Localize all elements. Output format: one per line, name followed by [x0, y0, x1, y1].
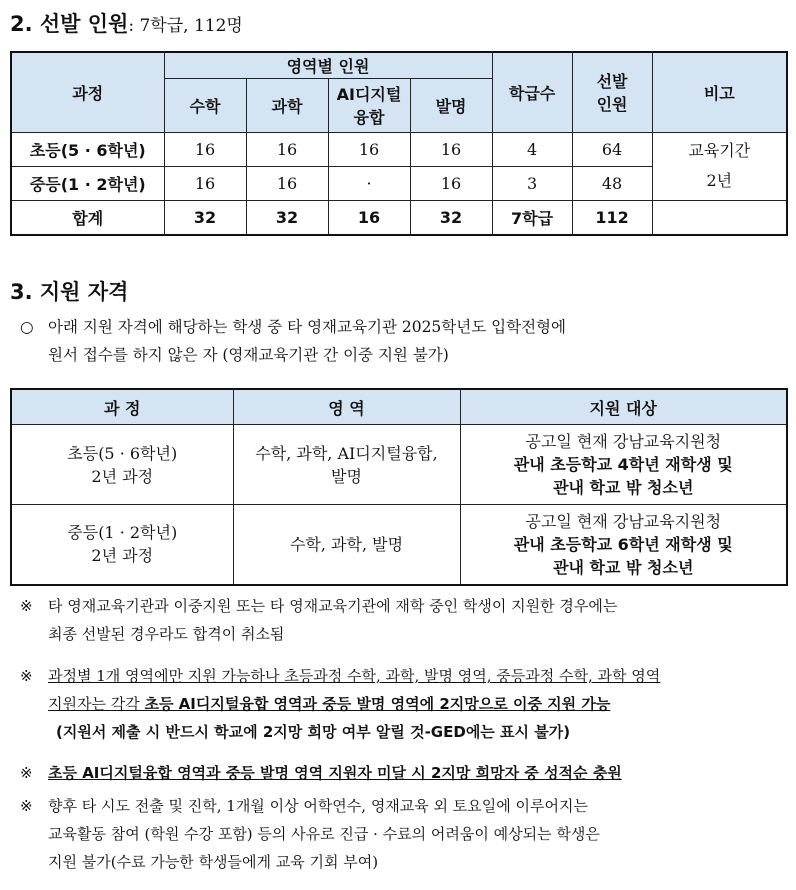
target-line3: 관내 학교 밖 청소년	[553, 557, 694, 577]
total-math: 32	[164, 200, 246, 235]
note-3	[20, 759, 782, 787]
row-course: 중등(1 · 2학년)	[11, 166, 164, 200]
note-4	[20, 792, 782, 876]
header-invention: 발명	[410, 78, 492, 132]
intro-line2: 원서 접수를 하지 않은 자 (영재교육기관 간 이중 지원 불가)	[48, 346, 449, 364]
total-science: 32	[246, 200, 328, 235]
header-selected-line2: 인원	[596, 95, 628, 115]
note-2	[20, 662, 782, 746]
row-course: 초등(5 · 6학년)	[11, 132, 164, 166]
note-4-line1: 향후 타 시도 전출 및 진학, 1개월 이상 어학연수, 영재교육 외 토요일에 이루어지는	[48, 797, 588, 815]
note-2-line2-b: 초등 AI디지털융합 영역과 중등 발명 영역에 2지망으로 이중 지원 가능	[144, 695, 611, 713]
total-selected: 112	[572, 200, 652, 235]
row-area	[233, 505, 460, 585]
note-2-line2-a: 지원자는 각각	[48, 695, 145, 713]
course-line2: 2년 과정	[91, 546, 154, 566]
area-line1: 수학, 과학, 발명	[289, 534, 404, 554]
note-1	[20, 592, 782, 648]
total-note	[652, 200, 787, 235]
row-invention: 16	[410, 132, 492, 166]
header-note: 비고	[652, 52, 787, 132]
reference-mark-icon: ※	[20, 597, 33, 615]
section-3-heading: 3. 지원 자격	[10, 280, 129, 304]
area-line2: 발명	[331, 466, 362, 486]
header-ai-line2: 융합	[353, 108, 385, 127]
section-2-summary: : 7학급, 112명	[128, 16, 243, 36]
note-3-line1: 초등 AI디지털융합 영역과 중등 발명 영역 지원자 미달 시 2지망 희망자 중 성적순 충원	[48, 764, 622, 782]
header-area-group: 영역별 인원	[164, 52, 492, 78]
total-label: 합계	[11, 200, 164, 235]
header-selected	[572, 52, 652, 132]
note-line1: 교육기간	[688, 141, 751, 160]
total-classes: 7학급	[492, 200, 572, 235]
row-course	[11, 425, 233, 505]
row-target	[460, 425, 787, 505]
section-2-heading	[10, 8, 243, 38]
eligibility-table	[10, 388, 788, 586]
section-2-title: 2. 선발 인원	[10, 12, 129, 36]
row-math: 16	[164, 166, 246, 200]
bullet-icon: ○	[20, 318, 34, 336]
row-course	[11, 505, 233, 585]
header-target: 지원 대상	[460, 389, 787, 425]
row-selected: 64	[572, 132, 652, 166]
row-selected: 48	[572, 166, 652, 200]
header-classes: 학급수	[492, 52, 572, 132]
header-area: 영 역	[233, 389, 460, 425]
row-target	[460, 505, 787, 585]
header-ai-line1: AI디지털	[336, 85, 402, 104]
row-ai: ·	[328, 166, 410, 200]
header-selected-line1: 선발	[596, 72, 628, 92]
section-3-intro	[20, 313, 782, 369]
row-classes: 4	[492, 132, 572, 166]
course-line1: 초등(5 · 6학년)	[67, 443, 178, 463]
row-science: 16	[246, 132, 328, 166]
note-4-line3: 지원 불가(수료 가능한 학생들에게 교육 기회 부여)	[48, 853, 379, 871]
note-2-line3: (지원서 제출 시 반드시 학교에 2지망 희망 여부 알릴 것-GED에는 표시 불가)	[56, 723, 571, 741]
row-note	[652, 132, 787, 200]
note-line2: 2년	[706, 171, 733, 190]
header-course: 과 정	[11, 389, 233, 425]
note-4-line2: 교육활동 참여 (학원 수강 포함) 등의 사유로 진급 · 수료의 어려움이 예상되는 학생은	[48, 825, 600, 843]
header-science: 과학	[246, 78, 328, 132]
reference-mark-icon: ※	[20, 764, 33, 782]
row-area	[233, 425, 460, 505]
table-row	[11, 505, 787, 585]
total-invention: 32	[410, 200, 492, 235]
target-line3: 관내 학교 밖 청소년	[553, 478, 694, 497]
note-2-line1: 과정별 1개 영역에만 지원 가능하나 초등과정 수학, 과학, 발명 영역, 중등과정 수학, 과학 영역	[48, 667, 661, 685]
target-line1: 공고일 현재 강남교육지원청	[525, 432, 722, 451]
row-ai: 16	[328, 132, 410, 166]
row-invention: 16	[410, 166, 492, 200]
intro-line1: 아래 지원 자격에 해당하는 학생 중 타 영재교육기관 2025학년도 입학전형에	[48, 318, 567, 336]
target-line2: 관내 초등학교 6학년 재학생 및	[513, 534, 733, 554]
area-line1: 수학, 과학, AI디지털융합,	[255, 443, 438, 463]
course-line2: 2년 과정	[91, 466, 154, 486]
header-course: 과정	[11, 52, 164, 132]
row-science: 16	[246, 166, 328, 200]
row-math: 16	[164, 132, 246, 166]
course-line1: 중등(1 · 2학년)	[67, 523, 178, 543]
note-1-line1: 타 영재교육기관과 이중지원 또는 타 영재교육기관에 재학 중인 학생이 지원한 경우에는	[48, 597, 618, 615]
table-row	[11, 425, 787, 505]
reference-mark-icon: ※	[20, 667, 33, 685]
total-row	[11, 200, 787, 235]
note-1-line2: 최종 선발된 경우라도 합격이 취소됨	[48, 625, 285, 643]
reference-mark-icon: ※	[20, 797, 33, 815]
target-line1: 공고일 현재 강남교육지원청	[525, 511, 722, 531]
table-row	[11, 132, 787, 166]
row-classes: 3	[492, 166, 572, 200]
total-ai: 16	[328, 200, 410, 235]
header-math: 수학	[164, 78, 246, 132]
header-ai	[328, 78, 410, 132]
target-line2: 관내 초등학교 4학년 재학생 및	[513, 455, 733, 474]
selection-table	[10, 51, 788, 236]
